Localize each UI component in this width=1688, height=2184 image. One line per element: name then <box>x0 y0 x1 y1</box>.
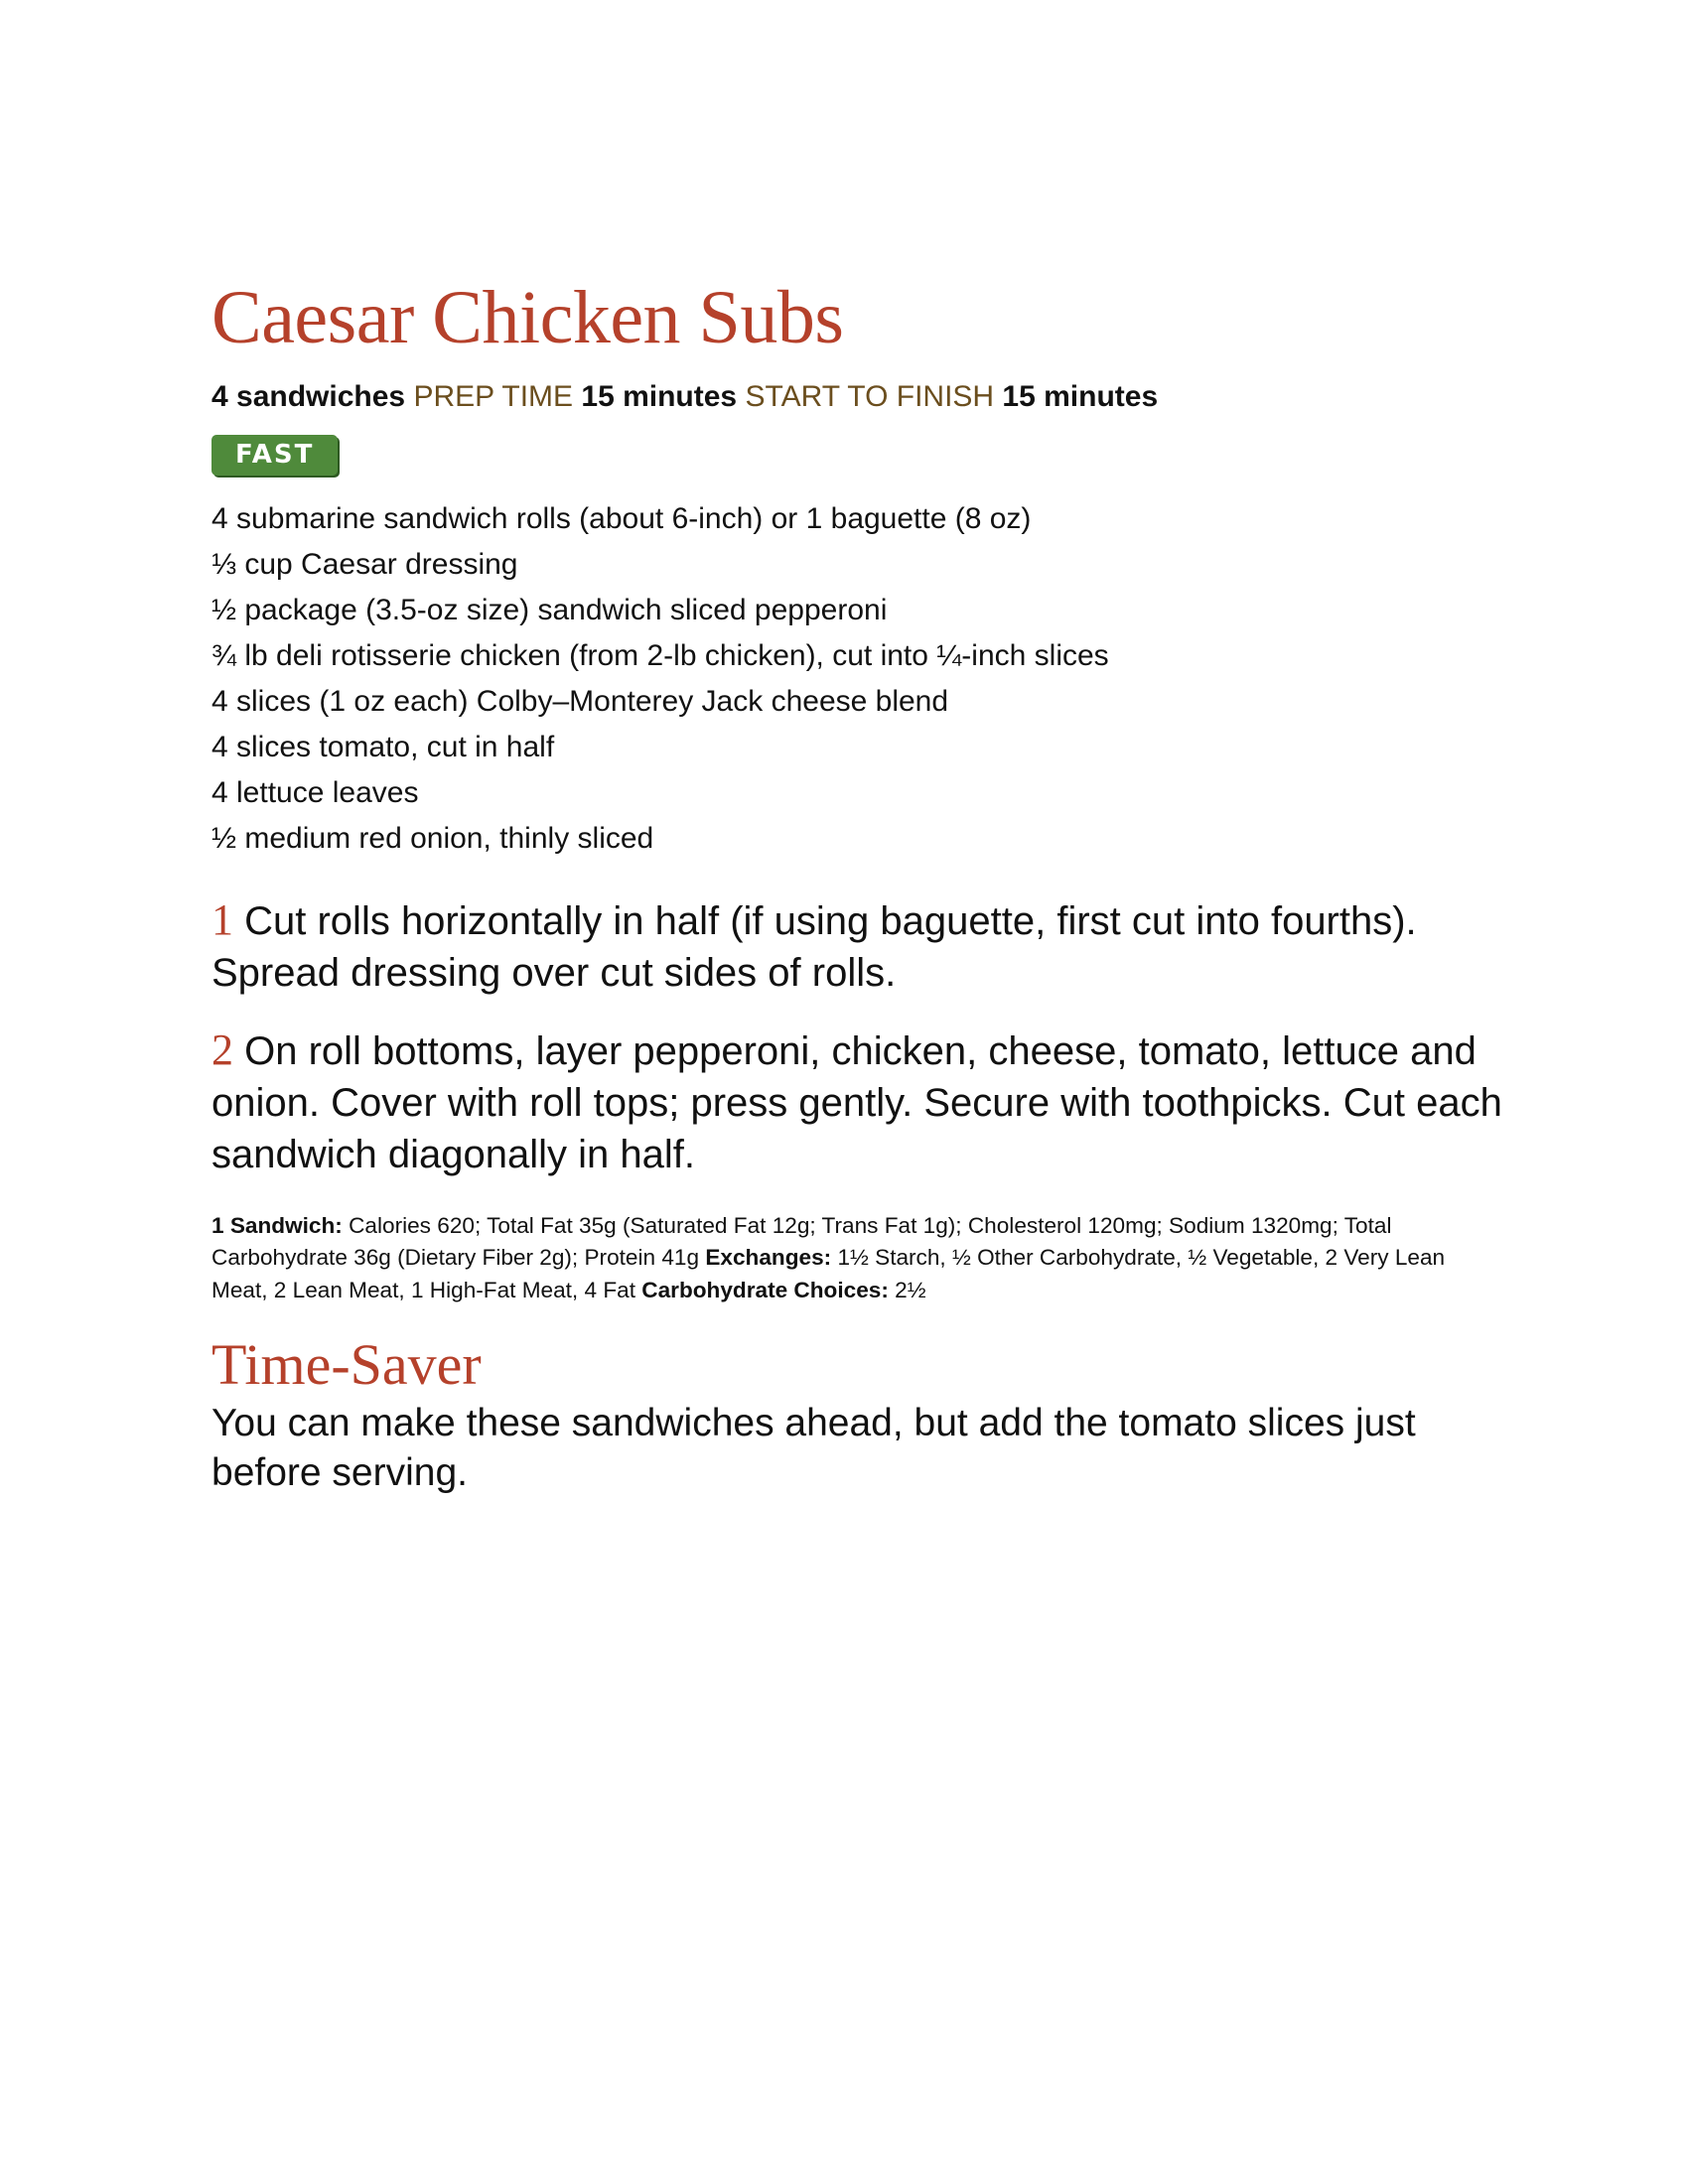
prep-time-value: 15 minutes <box>581 380 738 413</box>
ingredient-item: ⅓ cup Caesar dressing <box>211 547 518 581</box>
recipe-title: Caesar Chicken Subs <box>211 276 844 359</box>
tip-heading: Time-Saver <box>211 1331 482 1397</box>
ingredient-item: 4 slices (1 oz each) Colby–Monterey Jack cheese blend <box>211 684 949 718</box>
step-text: Cut rolls horizontally in half (if using baguette, first cut into fourths). Spread dressing over cut sides of rolls. <box>211 898 1417 995</box>
carb-choices-value: 2½ <box>895 1278 926 1303</box>
ingredient-item: ½ package (3.5-oz size) sandwich sliced pepperoni <box>211 593 888 626</box>
ingredient-item: 4 slices tomato, cut in half <box>211 730 555 763</box>
step-2 <box>211 1023 1502 1180</box>
fast-badge: FAST <box>211 435 338 476</box>
start-to-finish-label: START TO FINISH <box>745 380 995 413</box>
ingredient-item: 4 submarine sandwich rolls (about 6-inch) or 1 baguette (8 oz) <box>211 501 1032 535</box>
exchanges-value: 1½ Starch, ½ Other Carbohydrate, ½ Vegetable, 2 Very Lean Meat, 2 Lean Meat, 1 High-Fat Meat, 4 Fat <box>211 1245 1446 1303</box>
carb-choices-label: Carbohydrate Choices: <box>641 1278 889 1303</box>
step-text: On roll bottoms, layer pepperoni, chicken, cheese, tomato, lettuce and onion. Cover with roll tops; press gently. Secure with toothpicks. Cut each sandwich diagonally in half. <box>211 1029 1502 1176</box>
nutrition-info <box>211 1210 1502 1307</box>
ingredient-item: ½ medium red onion, thinly sliced <box>211 821 654 855</box>
yield: 4 sandwiches <box>211 380 406 413</box>
step-number: 2 <box>211 1025 233 1074</box>
prep-time-label: PREP TIME <box>413 380 574 413</box>
ingredient-item: ¾ lb deli rotisserie chicken (from 2-lb chicken), cut into ¼-inch slices <box>211 638 1109 672</box>
nutrition-facts: Calories 620; Total Fat 35g (Saturated Fat 12g; Trans Fat 1g); Cholesterol 120mg; Sodium 1320mg; Total Carbohydrate 36g (Dietary Fiber 2g); Protein 41g <box>211 1212 1392 1271</box>
exchanges-label: Exchanges: <box>705 1245 832 1271</box>
tip-text: You can make these sandwiches ahead, but add the tomato slices just before serving. <box>211 1401 1416 1494</box>
recipe-meta <box>211 379 1502 415</box>
ingredient-list <box>211 501 1502 857</box>
step-1 <box>211 892 1502 1000</box>
ingredient-item: 4 lettuce leaves <box>211 775 419 809</box>
serving-label: 1 Sandwich: <box>211 1212 343 1238</box>
start-to-finish-value: 15 minutes <box>1002 380 1159 413</box>
step-number: 1 <box>211 894 233 944</box>
recipe-page <box>211 268 1502 1498</box>
